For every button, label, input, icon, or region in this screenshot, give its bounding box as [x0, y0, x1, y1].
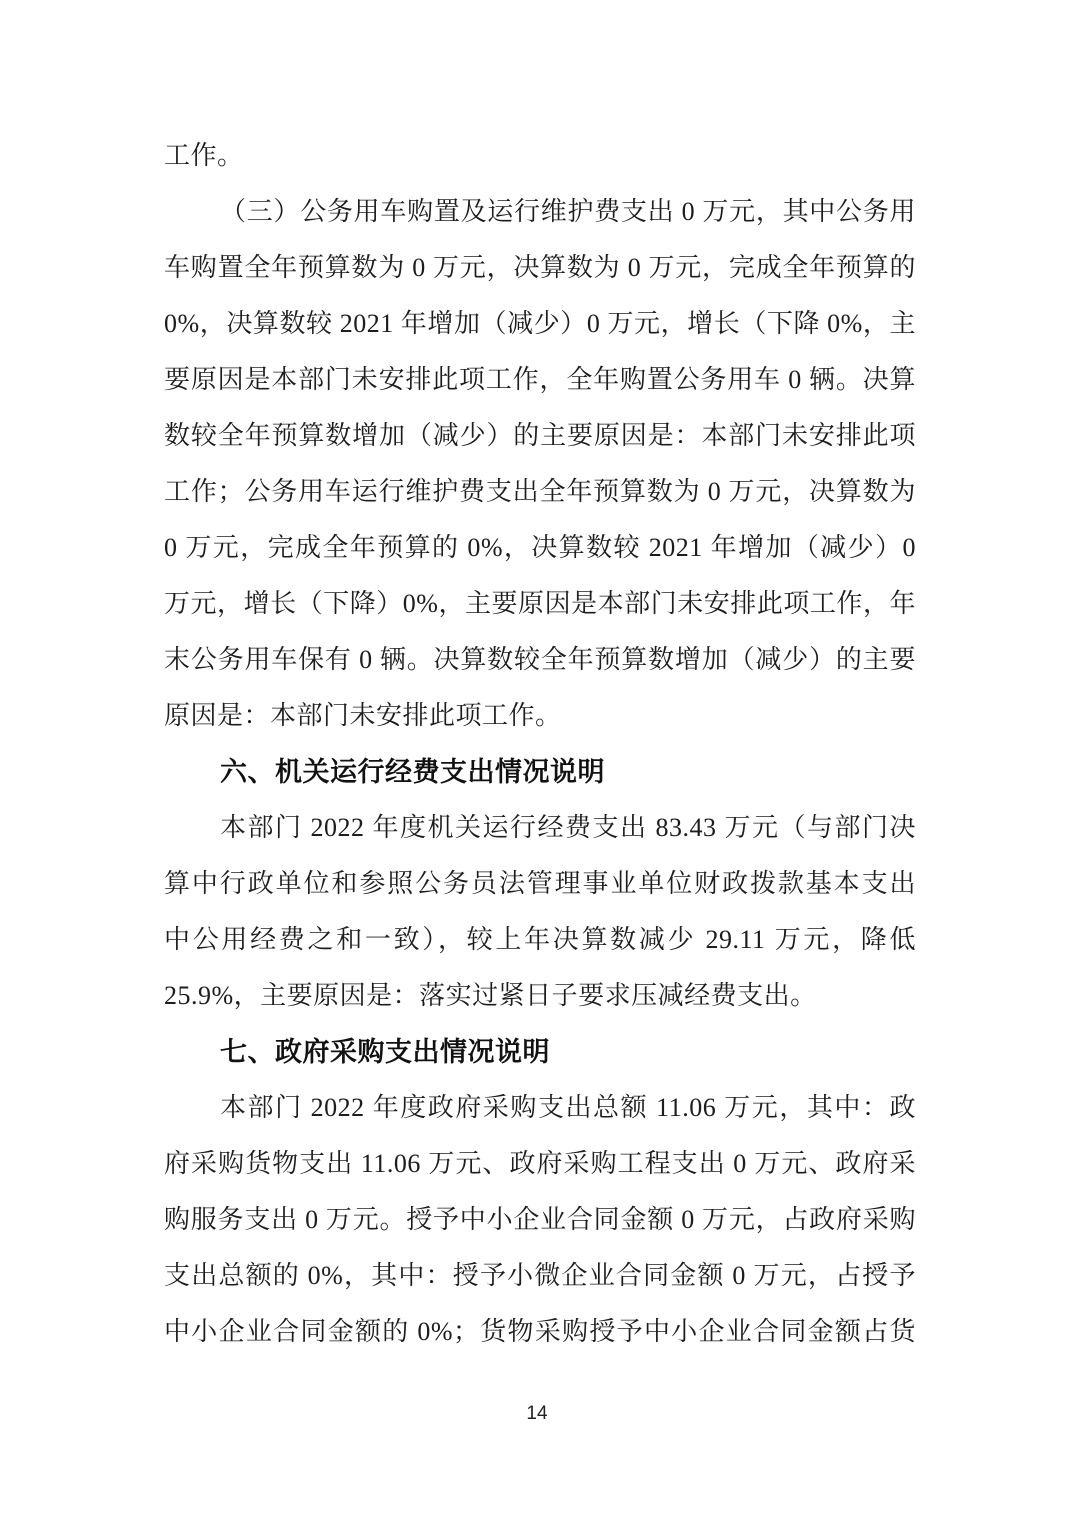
text-line: 原因是：本部门未安排此项工作。: [164, 701, 562, 730]
text-line: 0%，决算数较 2021 年增加（减少）0 万元，增长（下降 0%，主: [164, 309, 916, 338]
text-line: 车购置全年预算数为 0 万元，决算数为 0 万元，完成全年预算的: [164, 253, 916, 282]
text-line: 算中行政单位和参照公务员法管理事业单位财政拨款基本支出: [164, 869, 916, 898]
text-line: 购服务支出 0 万元。授予中小企业合同金额 0 万元，占政府采购: [164, 1205, 916, 1234]
section-heading: 七、政府采购支出情况说明: [220, 1037, 550, 1067]
text-line: 工作。: [164, 141, 244, 170]
text-line: 工作；公务用车运行维护费支出全年预算数为 0 万元，决算数为: [164, 477, 916, 506]
text-line: 支出总额的 0%，其中：授予小微企业合同金额 0 万元，占授予: [164, 1261, 916, 1290]
page-number: 14: [526, 1403, 548, 1424]
text-line: （三）公务用车购置及运行维护费支出 0 万元，其中公务用: [220, 197, 916, 226]
text-line: 万元，增长（下降）0%，主要原因是本部门未安排此项工作，年: [164, 589, 916, 618]
text-line: 中小企业合同金额的 0%；货物采购授予中小企业合同金额占货: [164, 1317, 916, 1346]
text-line: 末公务用车保有 0 辆。决算数较全年预算数增加（减少）的主要: [164, 645, 916, 674]
text-line: 中公用经费之和一致），较上年决算数减少 29.11 万元，降低: [164, 925, 916, 954]
section-heading: 六、机关运行经费支出情况说明: [220, 757, 605, 787]
document-body: [164, 128, 916, 1360]
text-line: 要原因是本部门未安排此项工作，全年购置公务用车 0 辆。决算: [164, 365, 916, 394]
text-line: 数较全年预算数增加（减少）的主要原因是：本部门未安排此项: [164, 421, 916, 450]
text-line: 本部门 2022 年度机关运行经费支出 83.43 万元（与部门决: [220, 813, 916, 842]
text-line: 本部门 2022 年度政府采购支出总额 11.06 万元，其中：政: [220, 1093, 916, 1122]
text-line: 0 万元，完成全年预算的 0%，决算数较 2021 年增加（减少）0: [164, 533, 916, 562]
text-line: 府采购货物支出 11.06 万元、政府采购工程支出 0 万元、政府采: [164, 1149, 916, 1178]
text-line: 25.9%，主要原因是：落实过紧日子要求压减经费支出。: [164, 981, 817, 1010]
